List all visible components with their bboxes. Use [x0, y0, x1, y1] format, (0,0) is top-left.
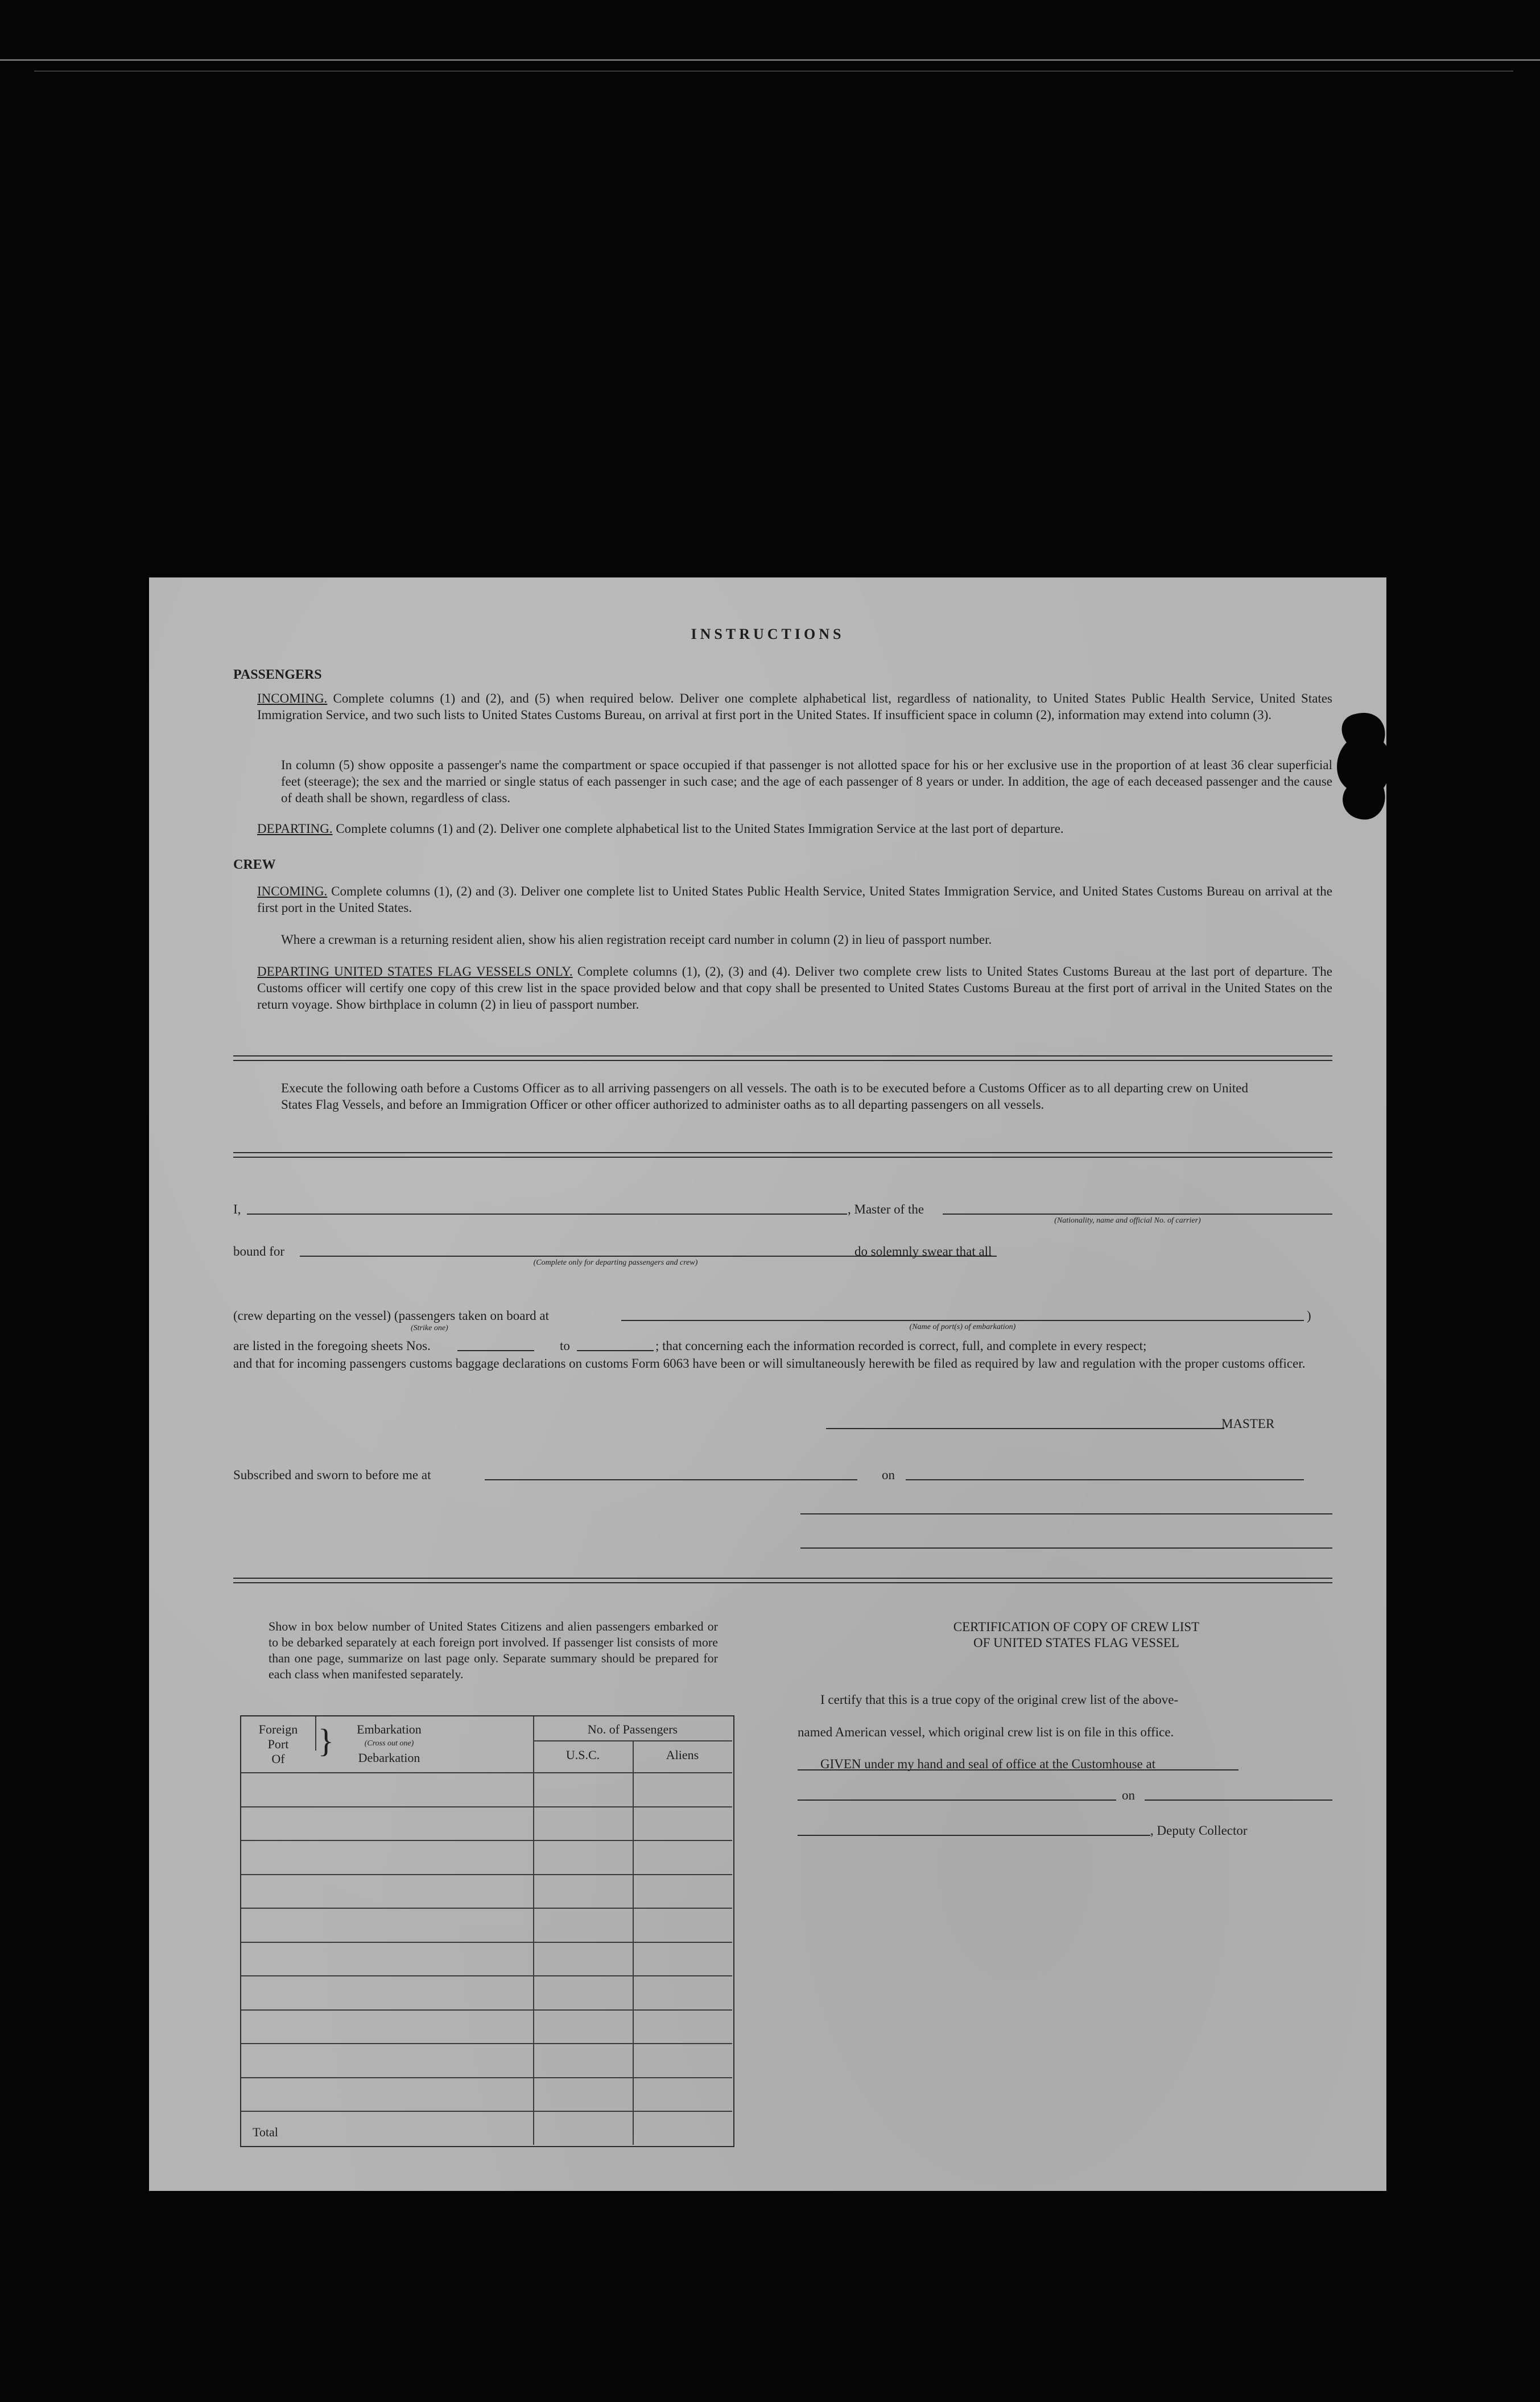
carrier-caption: (Nationality, name and official No. of carrier) — [1054, 1216, 1201, 1225]
embarkation-ports-field[interactable] — [621, 1320, 1304, 1321]
carrier-field[interactable] — [943, 1214, 1332, 1215]
table-row — [241, 1840, 732, 1841]
col-usc: U.S.C. — [565, 1748, 600, 1762]
passengers-departing-label: DEPARTING. — [257, 822, 333, 836]
officer-signature-field-1[interactable] — [800, 1513, 1332, 1514]
deputy-collector-signature-field[interactable] — [798, 1835, 1150, 1836]
table-row — [241, 1874, 732, 1875]
oath-instruction: Execute the following oath before a Customs Officer as to all arriving passengers on all vessels. The oath is to be executed before a Customs Officer as to all departing crew on United States Flag Vessels, and before an Immigration Officer or other officer authorized to administer oaths as to all departing passengers on all vessels. — [281, 1081, 1248, 1112]
certification-title-1: CERTIFICATION OF COPY OF CREW LIST — [953, 1620, 1200, 1634]
crew-incoming-paragraph — [257, 883, 1332, 916]
bound-caption: (Complete only for departing passengers and crew) — [533, 1258, 698, 1267]
ink-blot-icon — [1332, 708, 1386, 828]
subscribed-label: Subscribed and sworn to before me at — [233, 1468, 431, 1482]
table-row — [241, 2009, 732, 2011]
crew-departing-text: Complete columns (1), (2), (3) and (4). Deliver two complete crew lists to United States Customs Bureau at the last port of departure. The Customs officer will certify one copy of this crew list in the space provided below and that copy shall be presented to United States Customs Bureau at the first port of arrival in the United States on the return voyage. Show birthplace in column (2) in lieu of passport number. — [257, 964, 1332, 1012]
table-header-rule — [241, 1772, 732, 1773]
page-title: INSTRUCTIONS — [691, 626, 845, 642]
strike-caption: (Strike one) — [411, 1324, 448, 1332]
oath-sheets-text-1: are listed in the foregoing sheets Nos. — [233, 1339, 431, 1353]
passengers-departing-paragraph — [257, 820, 1332, 837]
col-foreign: Foreign — [258, 1722, 298, 1736]
crew-departing-label: DEPARTING UNITED STATES FLAG VESSELS ONLY. — [257, 964, 573, 979]
divider — [233, 1055, 1332, 1061]
passengers-column5-paragraph: In column (5) show opposite a passenger's name the compartment or space occupied if that passenger is not allotted space for his or her exclusive use in the proportion of at least 36 clear superficial feet (steerage); the sex and the married or single status of each passenger in such case; and the age of each passenger of 8 years or under. In addition, the age of each deceased passenger and the cause of death shall be shown, regardless of class. — [281, 758, 1332, 805]
master-signature-field[interactable] — [826, 1428, 1224, 1429]
document-page — [149, 577, 1386, 2191]
ports-caption: (Name of port(s) of embarkation) — [909, 1323, 1016, 1331]
crew-resident-paragraph: Where a crewman is a returning resident alien, show his alien registration receipt card number in column (2) in lieu of passport number. — [281, 932, 992, 947]
oath-master-of-label: , Master of the — [848, 1202, 924, 1216]
table-row — [241, 1806, 732, 1807]
col-embarkation: Embarkation — [357, 1722, 422, 1736]
film-edge-second — [34, 71, 1513, 72]
cert-date-field[interactable] — [1145, 1800, 1332, 1801]
col-debarkation: Debarkation — [358, 1751, 420, 1765]
certification-line-3: GIVEN under my hand and seal of office at the Customhouse at — [820, 1757, 1156, 1771]
passengers-incoming-text: Complete columns (1) and (2), and (5) when required below. Deliver one complete alphabetical list, regardless of nationality, to United States Public Health Service, United States Immigration Service, and two such lists to United States Customs Bureau, on arrival at first port in the United States. If insufficient space in column (2), information may extend into column (3). — [257, 691, 1332, 722]
certification-on-label: on — [1122, 1788, 1135, 1802]
certification-line-1: I certify that this is a true copy of the original crew list of the above- — [820, 1693, 1179, 1707]
table-row — [241, 1975, 732, 1976]
officer-signature-field-2[interactable] — [800, 1547, 1332, 1549]
sworn-date-field[interactable] — [906, 1479, 1304, 1480]
table-row — [241, 1908, 732, 1909]
total-label: Total — [253, 2125, 278, 2139]
table-row — [241, 1942, 732, 1943]
passengers-heading: PASSENGERS — [233, 667, 322, 682]
certification-line-2: named American vessel, which original crew list is on file in this office. — [798, 1725, 1174, 1739]
col-port: Port — [267, 1737, 289, 1751]
film-edge-top — [0, 59, 1540, 61]
divider — [233, 1578, 1332, 1583]
crew-incoming-label: INCOMING. — [257, 884, 328, 898]
oath-bound-for-label: bound for — [233, 1244, 285, 1258]
passenger-summary-table — [240, 1715, 734, 2147]
col-of: Of — [271, 1752, 285, 1766]
master-label: MASTER — [1221, 1417, 1275, 1431]
oath-swear-text: do solemnly swear that all — [854, 1244, 992, 1258]
sworn-on-label: on — [882, 1468, 895, 1482]
oath-i-label: I, — [233, 1202, 241, 1216]
summary-instruction: Show in box below number of United States Citizens and alien passengers embarked or to be debarked separately at each foreign port involved. If passenger list consists of more than one page, summarize on last page only. Separate summary should be prepared for each class when manifested separately. — [269, 1619, 718, 1681]
crew-heading: CREW — [233, 857, 276, 872]
oath-close-paren: ) — [1307, 1309, 1311, 1323]
oath-crew-passengers-text: (crew departing on the vessel) (passengers taken on board at — [233, 1309, 549, 1323]
sworn-place-field[interactable] — [485, 1479, 857, 1480]
passengers-departing-text: Complete columns (1) and (2). Deliver one complete alphabetical list to the United States Immigration Service at the last port of departure. — [336, 822, 1064, 836]
table-row — [241, 2043, 732, 2044]
sheets-from-field[interactable] — [457, 1350, 534, 1351]
crew-departing-paragraph — [257, 963, 1332, 1013]
oath-baggage-text: and that for incoming passengers customs baggage declarations on customs Form 6063 have been or will simultaneously herewith be filed as required by law and regulation with the proper customs officer. — [233, 1356, 1306, 1371]
cert-place-field[interactable] — [798, 1800, 1116, 1801]
col-cross-out: (Cross out one) — [364, 1739, 414, 1748]
oath-sheets-text-2: ; that concerning each the information recorded is correct, full, and complete in every respect; — [655, 1339, 1147, 1353]
sheets-to-field[interactable] — [577, 1350, 654, 1351]
deputy-collector-label: , Deputy Collector — [1150, 1823, 1248, 1838]
divider — [233, 1152, 1332, 1158]
col-aliens: Aliens — [666, 1748, 699, 1762]
passengers-incoming-paragraph — [257, 690, 1332, 723]
certification-title-2: OF UNITED STATES FLAG VESSEL — [973, 1636, 1179, 1650]
customhouse-field[interactable] — [798, 1769, 1238, 1770]
passengers-incoming-label: INCOMING. — [257, 691, 328, 705]
table-row — [241, 2077, 732, 2078]
crew-incoming-text: Complete columns (1), (2) and (3). Deliver one complete list to United States Public Health Service, United States Immigration Service, and United States Customs Bureau on arrival at the first port in the United States. — [257, 884, 1333, 915]
col-passengers: No. of Passengers — [587, 1722, 678, 1736]
master-name-field[interactable] — [247, 1214, 847, 1215]
oath-sheets-to: to — [560, 1339, 570, 1353]
table-row — [241, 2111, 732, 2112]
brace: } — [318, 1722, 334, 1759]
